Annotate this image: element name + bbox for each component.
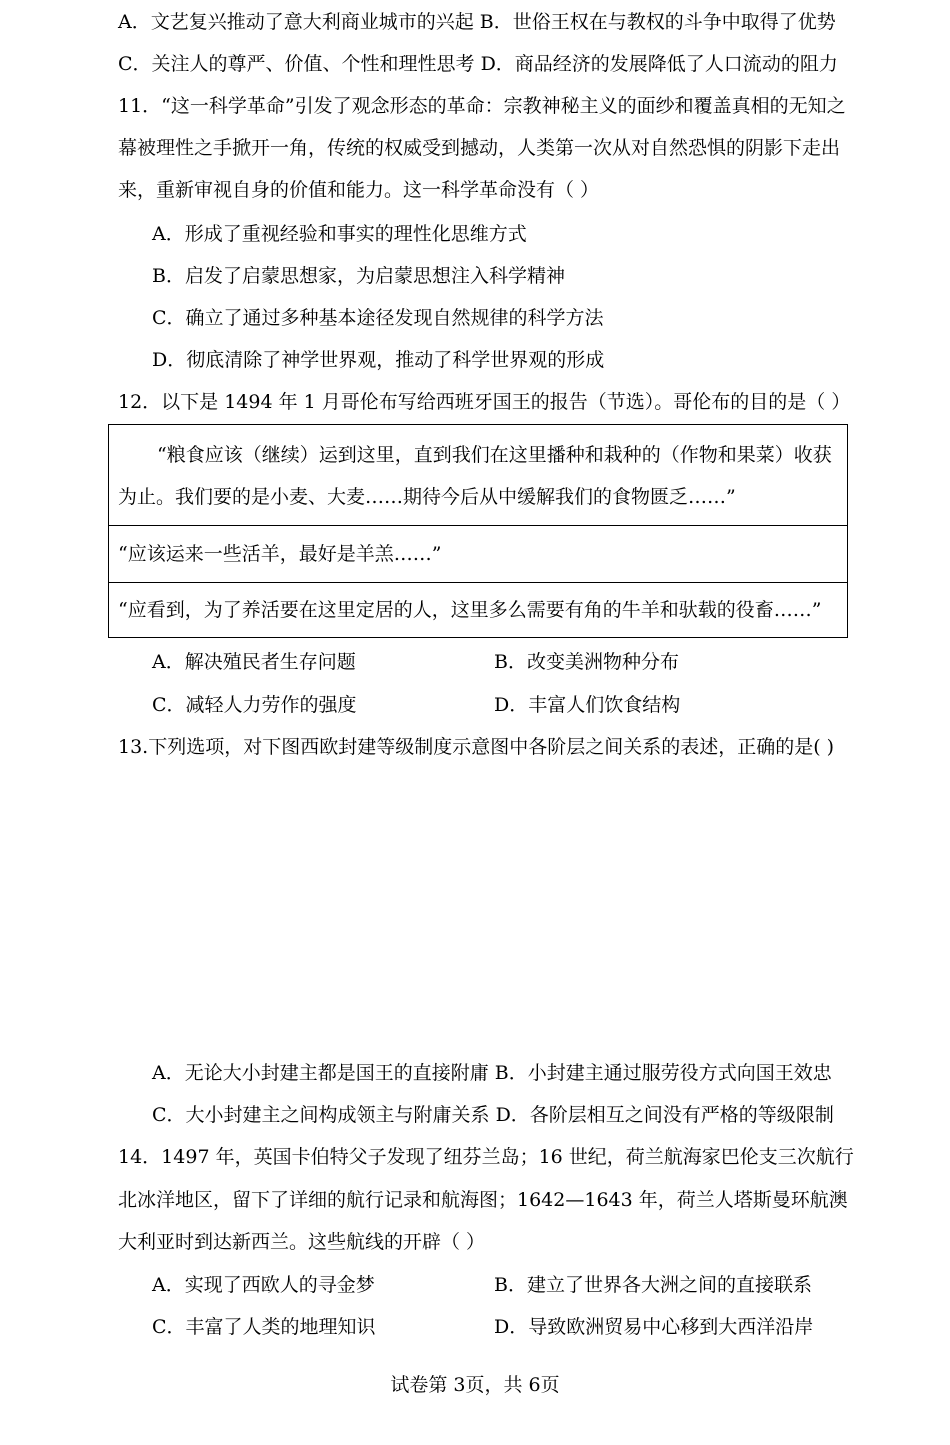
q12-quote-row-3 [109,583,847,637]
q12-quote-row-1 [109,425,847,526]
q11-option-b: B．启发了启蒙思想家，为启蒙思想注入科学精神 [152,265,565,287]
q11-stem-line-2: 幕被理性之手掀开一角，传统的权威受到撼动，人类第一次从对自然恐惧的阴影下走出 [118,137,841,159]
q11-option-d: D．彻底清除了神学世界观，推动了科学世界观的形成 [152,349,605,371]
q14-option-d: D．导致欧洲贸易中心移到大西洋沿岸 [494,1316,814,1338]
q12-option-d: D．丰富人们饮食结构 [494,694,681,716]
q11-option-a: A．形成了重视经验和事实的理性化思维方式 [152,223,527,245]
q11-stem-line-3: 来，重新审视自身的价值和能力。这一科学革命没有（ ） [118,179,600,201]
q11-option-c: C．确立了通过多种基本途径发现自然规律的科学方法 [152,307,604,329]
page-footer: 试卷第 3页，共 6页 [390,1374,560,1396]
q14-stem-line-1: 14．1497 年，英国卡伯特父子发现了纽芬兰岛；16 世纪，荷兰航海家巴伦支三次航行 [118,1146,854,1168]
q12-quote-1-line-2: 为止。我们要的是小麦、大麦……期待今后从中缓解我们的食物匮乏……” [118,486,736,508]
q14-option-a: A．实现了西欧人的寻金梦 [152,1274,375,1296]
q14-stem-line-2: 北冰洋地区，留下了详细的航行记录和航海图；1642—1643 年，荷兰人塔斯曼环航澳 [118,1189,848,1211]
q13-options-cd: C．大小封建主之间构成领主与附庸关系 D．各阶层相互之间没有严格的等级限制 [152,1104,834,1126]
q13-options-ab: A．无论大小封建主都是国王的直接附庸 B．小封建主通过服劳役方式向国王效忠 [152,1062,832,1084]
q12-option-b: B．改变美洲物种分布 [494,651,679,673]
q12-quote-row-2 [109,526,847,583]
q12-quote-2: “应该运来一些活羊，最好是羊羔……” [118,543,442,565]
q13-stem: 13.下列选项，对下图西欧封建等级制度示意图中各阶层之间关系的表述，正确的是( ) [118,736,835,758]
q14-stem-line-3: 大利亚时到达新西兰。这些航线的开辟（ ） [118,1231,486,1253]
q12-quote-3: “应看到，为了养活要在这里定居的人，这里多么需要有角的牛羊和驮载的役畜……” [118,599,822,621]
q10-options-ab: A．文艺复兴推动了意大利商业城市的兴起 B．世俗王权在与教权的斗争中取得了优势 [118,11,836,33]
q12-quote-table [108,424,848,638]
q14-option-c: C．丰富了人类的地理知识 [152,1316,376,1338]
q10-options-cd: C．关注人的尊严、价值、个性和理性思考 D．商品经济的发展降低了人口流动的阻力 [118,53,838,75]
q12-option-c: C．减轻人力劳作的强度 [152,694,357,716]
q14-option-b: B．建立了世界各大洲之间的直接联系 [494,1274,812,1296]
q11-stem-line-1: 11．“这一科学革命”引发了观念形态的革命：宗教神秘主义的面纱和覆盖真相的无知之 [118,95,846,117]
q12-option-a: A．解决殖民者生存问题 [152,651,356,673]
q13-diagram-area [118,770,838,1055]
q12-stem: 12．以下是 1494 年 1 月哥伦布写给西班牙国王的报告（节选）。哥伦布的目的是（ ） [118,391,851,413]
q12-quote-1-line-1: “粮食应该（继续）运到这里，直到我们在这里播种和栽种的（作物和果菜）收获 [157,444,832,466]
